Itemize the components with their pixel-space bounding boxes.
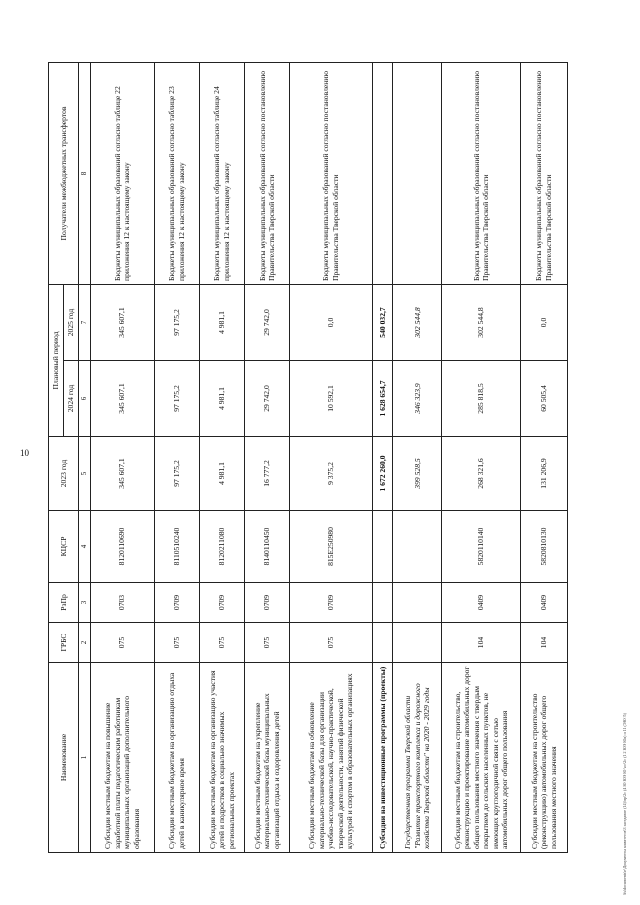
row-name: Субсидии местным бюджетам на обновление материально-технической базы для организации учебно-исследовательской, научно-практической, творческой деятельности, занятий физической культурой и спортом в образовательных организациях (290, 663, 372, 853)
row-kcsr: 8120211080 (199, 511, 244, 583)
program-name: Государственная программа Тверской области "Развитие транспортного комплекса и дорожного хозяйства Тверской области" на 2020 - 2029 годы (393, 663, 442, 853)
row-rzpr: 0709 (245, 583, 290, 623)
program-2025: 302 544,8 (393, 285, 442, 361)
table-row (90, 63, 154, 853)
row-kcsr: 5820110140 (442, 511, 520, 583)
row-recipients: Бюджеты муниципальных образований согласно постановлению Правительства Тверской области (290, 63, 372, 285)
row-name: Субсидии местным бюджетам на организацию отдыха детей в каникулярное время (154, 663, 199, 853)
header-2025: 2025 год (63, 285, 78, 361)
row-2023: 4 981,1 (199, 437, 244, 511)
row-2023: 268 321,6 (442, 437, 520, 511)
row-recipients: Бюджеты муниципальных образований согласно постановлению Правительства Тверской области (442, 63, 520, 285)
subtotal-2024: 1 628 654,7 (372, 361, 393, 437)
row-2024: 285 818,5 (442, 361, 520, 437)
row-recipients: Бюджеты муниципальных образований согласно постановлению Правительства Тверской области (245, 63, 290, 285)
row-kcsr: 8140110450 (245, 511, 290, 583)
row-grbs: 075 (290, 623, 372, 663)
row-2025: 0,0 (520, 285, 567, 361)
column-number-row (78, 63, 90, 853)
row-kcsr: 8110510240 (154, 511, 199, 583)
col-num: 1 (78, 663, 90, 853)
transfers-table (48, 62, 568, 853)
row-recipients: Бюджеты муниципальных образований согласно постановлению Правительства Тверской области (520, 63, 567, 285)
table-row (290, 63, 372, 853)
page-number: 10 (20, 448, 29, 458)
row-2025: 29 742,0 (245, 285, 290, 361)
row-2024: 345 607,1 (90, 361, 154, 437)
header-2024: 2024 год (63, 361, 78, 437)
program-2024: 346 323,9 (393, 361, 442, 437)
row-recipients: Бюджеты муниципальных образований согласно таблице 24 приложения 12 к настоящему закону (199, 63, 244, 285)
col-num: 2 (78, 623, 90, 663)
row-name: Субсидии местным бюджетам на укрепление материально-технической базы муниципальных организаций отдыха и оздоровления детей (245, 663, 290, 853)
header-grbs: ГРБС (49, 623, 79, 663)
program-row (393, 63, 442, 853)
row-2025: 302 544,8 (442, 285, 520, 361)
row-grbs: 075 (154, 623, 199, 663)
header-recipients: Получатели межбюджетных трансфертов (49, 63, 79, 285)
col-num: 7 (78, 285, 90, 361)
header-2023: 2023 год (49, 437, 79, 511)
row-2023: 9 375,2 (290, 437, 372, 511)
row-kcsr: 8120110690 (90, 511, 154, 583)
header-rzpr: РзПр (49, 583, 79, 623)
row-2025: 97 175,2 (154, 285, 199, 361)
row-grbs: 075 (199, 623, 244, 663)
table-row (245, 63, 290, 853)
row-grbs: 075 (90, 623, 154, 663)
col-num: 4 (78, 511, 90, 583)
col-num: 3 (78, 583, 90, 623)
program-2023: 399 528,5 (393, 437, 442, 511)
row-rzpr: 0709 (290, 583, 372, 623)
table-row (199, 63, 244, 853)
row-2024: 10 592,1 (290, 361, 372, 437)
row-grbs: 075 (245, 623, 290, 663)
table-row (154, 63, 199, 853)
row-name: Субсидии местным бюджетам на строительство (реконструкцию) автомобильных дорог общего пользования местного значения (520, 663, 567, 853)
header-kcsr: КЦСР (49, 511, 79, 583)
table-row (442, 63, 520, 853)
row-recipients: Бюджеты муниципальных образований согласно таблице 23 приложения 12 к настоящему закону (154, 63, 199, 285)
row-rzpr: 0709 (199, 583, 244, 623)
subtotal-row (372, 63, 393, 853)
row-2025: 345 607,1 (90, 285, 154, 361)
row-name: Субсидии местным бюджетам на организацию участия детей и подростков в социально значимых региональных проектах (199, 663, 244, 853)
header-plan-period: Плановый период (49, 285, 64, 437)
row-2023: 345 607,1 (90, 437, 154, 511)
row-2024: 60 505,4 (520, 361, 567, 437)
row-rzpr: 0703 (90, 583, 154, 623)
row-2023: 97 175,2 (154, 437, 199, 511)
subtotal-2025: 540 032,7 (372, 285, 393, 361)
row-2023: 16 777,2 (245, 437, 290, 511)
footer-path: \fs\documents\e\Документы комитетов\3 заседание (14)\пр\2с (4 Ю ЮЭ Ю \ос\2с (1 2 ЮЭ Юа) и 11 (ЭЮ 3\) (622, 712, 627, 895)
row-2025: 0,0 (290, 285, 372, 361)
row-2024: 4 981,1 (199, 361, 244, 437)
col-num: 5 (78, 437, 90, 511)
row-2023: 131 206,9 (520, 437, 567, 511)
row-name: Субсидии местным бюджетам на строительство, реконструкцию и проектирование автомобильных дорог общего пользования местного значения с твердым покрытием до сельских населенных пунктов, не имеющих круглогодичной связи с сетью автомобильных дорог общего пользования (442, 663, 520, 853)
table-row (520, 63, 567, 853)
row-2024: 97 175,2 (154, 361, 199, 437)
row-rzpr: 0409 (442, 583, 520, 623)
row-rzpr: 0709 (154, 583, 199, 623)
row-kcsr: 5820810130 (520, 511, 567, 583)
row-2024: 29 742,0 (245, 361, 290, 437)
subtotal-name: Субсидии на инвестиционные программы (проекты) (372, 663, 393, 853)
subtotal-2023: 1 672 260,0 (372, 437, 393, 511)
row-name: Субсидии местным бюджетам на повышение заработной платы педагогическим работникам муниципальных организаций дополнительного образования (90, 663, 154, 853)
row-2025: 4 981,1 (199, 285, 244, 361)
row-grbs: 104 (442, 623, 520, 663)
col-num: 6 (78, 361, 90, 437)
row-rzpr: 0409 (520, 583, 567, 623)
col-num: 8 (78, 63, 90, 285)
row-recipients: Бюджеты муниципальных образований согласно таблице 22 приложения 12 к настоящему закону (90, 63, 154, 285)
header-name: Наименование (49, 663, 79, 853)
row-kcsr: 815E250980 (290, 511, 372, 583)
header-row-1 (49, 63, 64, 853)
row-grbs: 104 (520, 623, 567, 663)
rotated-table-container (48, 63, 568, 853)
